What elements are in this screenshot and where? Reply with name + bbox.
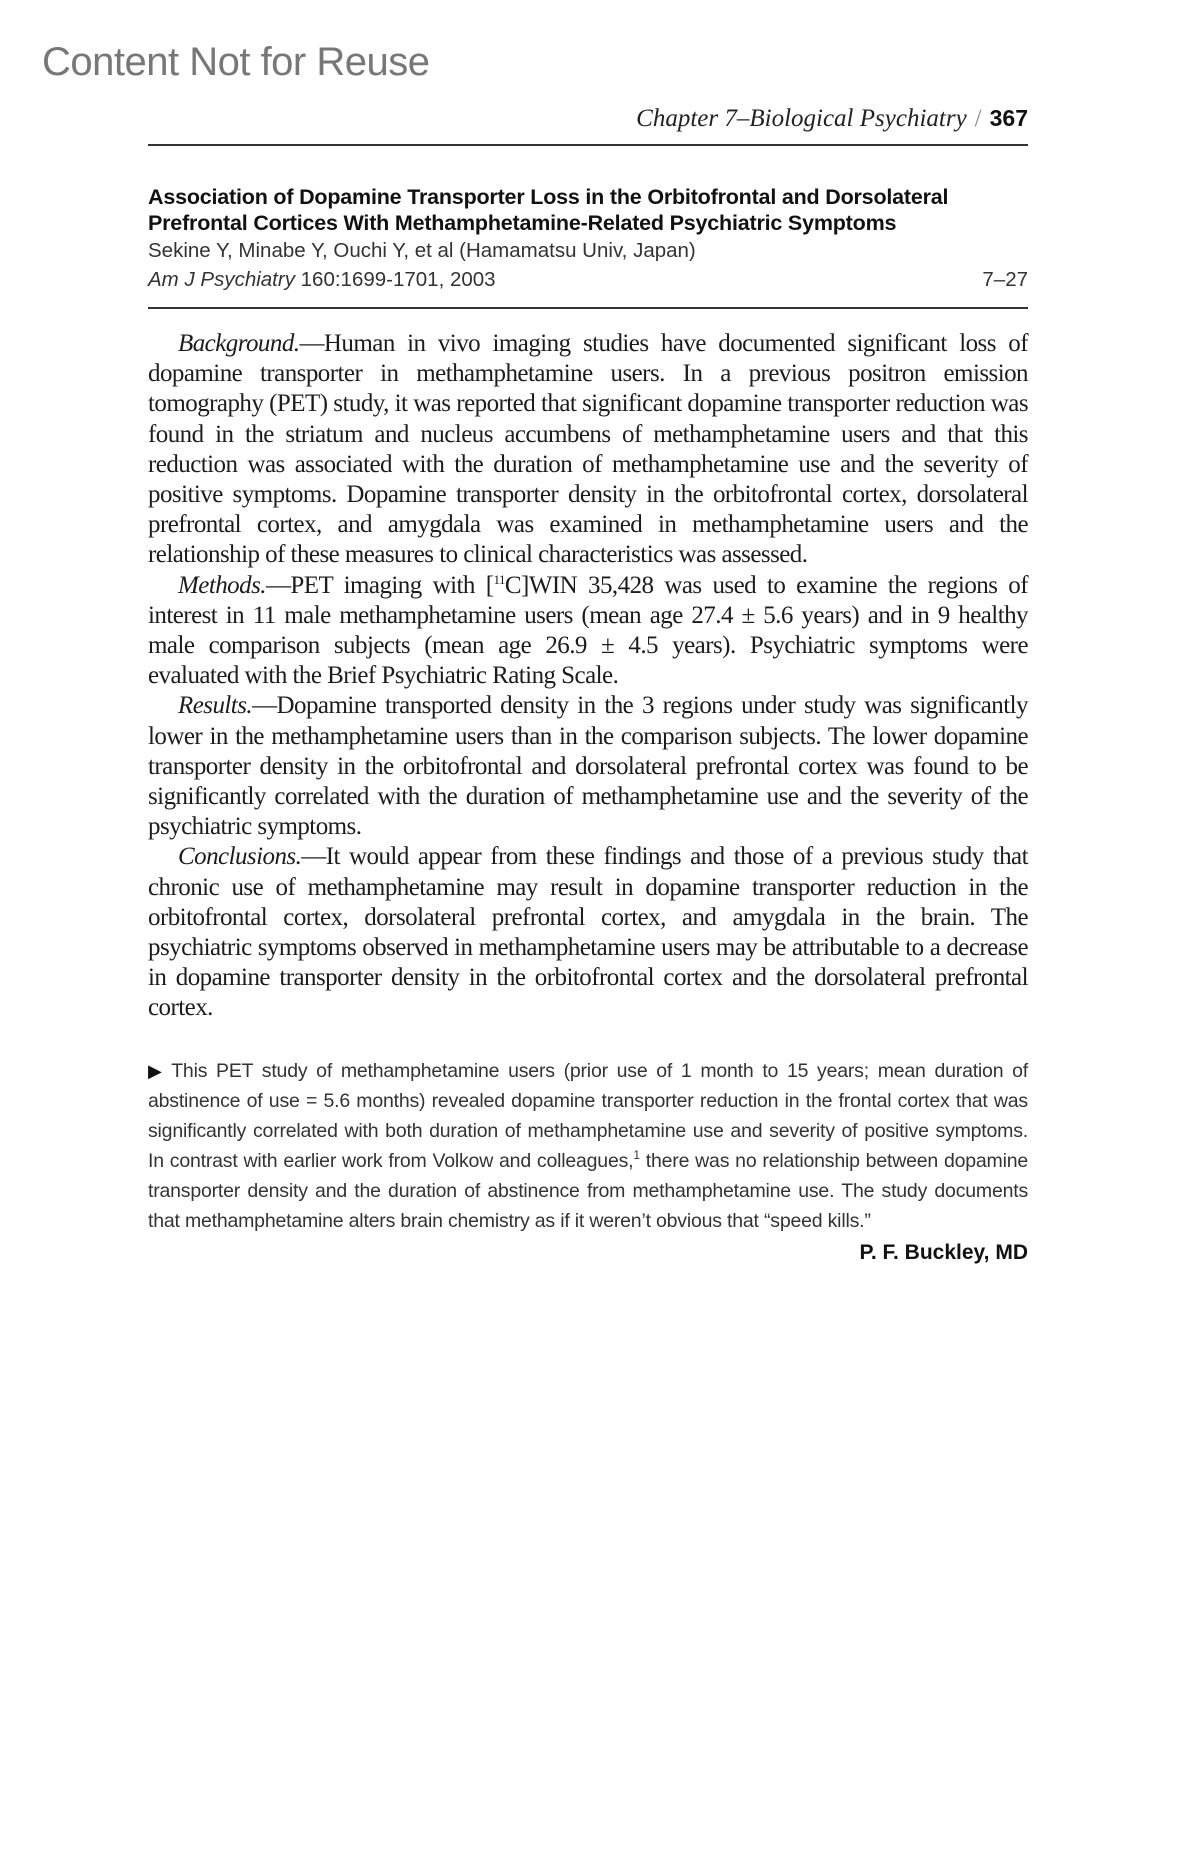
- page-number: 367: [989, 105, 1028, 131]
- article-authors: Sekine Y, Minabe Y, Ouchi Y, et al (Hamamatsu Univ, Japan): [148, 239, 696, 262]
- commentary-text: This PET study of methamphetamine users (prior use of 1 month to 15 years; mean duration of abstinence of use = 5.6 months) revealed dopamine transporter reduction in the frontal cortex that was significantly correlated with both duration of methamphetamine use and severity of positive symptoms. In contrast with earlier work from Volkow and colleagues,: [148, 1059, 1028, 1172]
- article-citation: [148, 265, 1028, 295]
- background-label: Background.: [178, 330, 300, 357]
- conclusions-label: Conclusions.: [178, 843, 302, 871]
- isotope-superscript: 11: [493, 571, 505, 587]
- conclusions-text: —It would appear from these findings and those of a previous study that chronic use of methamphetamine may result in dopamine transporter reduction in the orbitofrontal cortex, dorsolateral prefrontal cortex, and amygdala in the brain. The psychiatric symptoms observed in methamphetamine users may be attributable to a decrease in dopamine transporter density in the orbitofrontal cortex and the dorsolateral prefrontal cortex.: [148, 843, 1028, 1022]
- article-title: Association of Dopamine Transporter Loss in the Orbitofrontal and Dorsolateral Prefrontal Cortices With Methamphetamine-Related Psychiatric Symptoms: [148, 185, 949, 235]
- methods-text: —PET imaging with [: [265, 571, 494, 599]
- citation-detail: 160:1699-1701, 2003: [294, 268, 496, 291]
- journal-name: Am J Psychiatry: [148, 268, 295, 291]
- article-header: [148, 184, 1028, 309]
- commentary-signature: P. F. Buckley, MD: [859, 1240, 1028, 1264]
- abstract: [148, 329, 1028, 1024]
- watermark: Content Not for Reuse: [42, 40, 430, 84]
- article-code: 7–27: [982, 268, 1028, 291]
- chapter-title: Chapter 7–Biological Psychiatry: [636, 105, 967, 132]
- methods-label: Methods.: [178, 571, 266, 599]
- abstract-conclusions: [148, 842, 1028, 1023]
- running-head-separator: /: [974, 105, 982, 132]
- commentary: [148, 1056, 1028, 1236]
- abstract-results: [148, 691, 1028, 842]
- triangle-marker-icon: ▶: [148, 1060, 166, 1081]
- commentary-text-continued: there was no relationship between dopamine transporter density and the duration of abstinence from methamphetamine use. The study documents that methamphetamine alters brain chemistry as if it weren’t obvious that “speed kills.”: [148, 1149, 1028, 1232]
- results-label: Results.: [178, 692, 253, 720]
- methods-text-continued: C]WIN 35,428 was used to examine the regions of interest in 11 male methamphetamine users (mean age 27.4 ± 5.6 years) and in 9 healthy male comparison subjects (mean age 26.9 ± 4.5 years). Psychiatric symptoms were evaluated with the Brief Psychiatric Rating Scale.: [148, 571, 1029, 690]
- background-text: —Human in vivo imaging studies have documented significant loss of dopamine transporter in methamphetamine users. In a previous positron emission tomography (PET) study, it was reported that significant dopamine transporter reduction was found in the striatum and nucleus accumbens of methamphetamine users and that this reduction was associated with the duration of methamphetamine use and the severity of positive symptoms. Dopamine transporter density in the orbitofrontal cortex, dorsolateral prefrontal cortex, and amygdala was examined in methamphetamine users and the relationship of these measures to clinical characteristics was assessed.: [148, 330, 1028, 569]
- page: [148, 98, 1028, 1268]
- abstract-background: [148, 329, 1028, 571]
- citation-rule: [148, 307, 1028, 309]
- header-rule: [148, 144, 1028, 146]
- results-text: —Dopamine transported density in the 3 regions under study was significantly lower in the methamphetamine users than in the comparison subjects. The lower dopamine transporter density in the orbitofrontal and dorsolateral prefrontal cortex was found to be significantly correlated with the duration of methamphetamine use and the severity of the psychiatric symptoms.: [148, 692, 1028, 841]
- abstract-methods: [148, 571, 1028, 692]
- running-head: [148, 98, 1028, 138]
- reference-superscript: 1: [633, 1147, 640, 1162]
